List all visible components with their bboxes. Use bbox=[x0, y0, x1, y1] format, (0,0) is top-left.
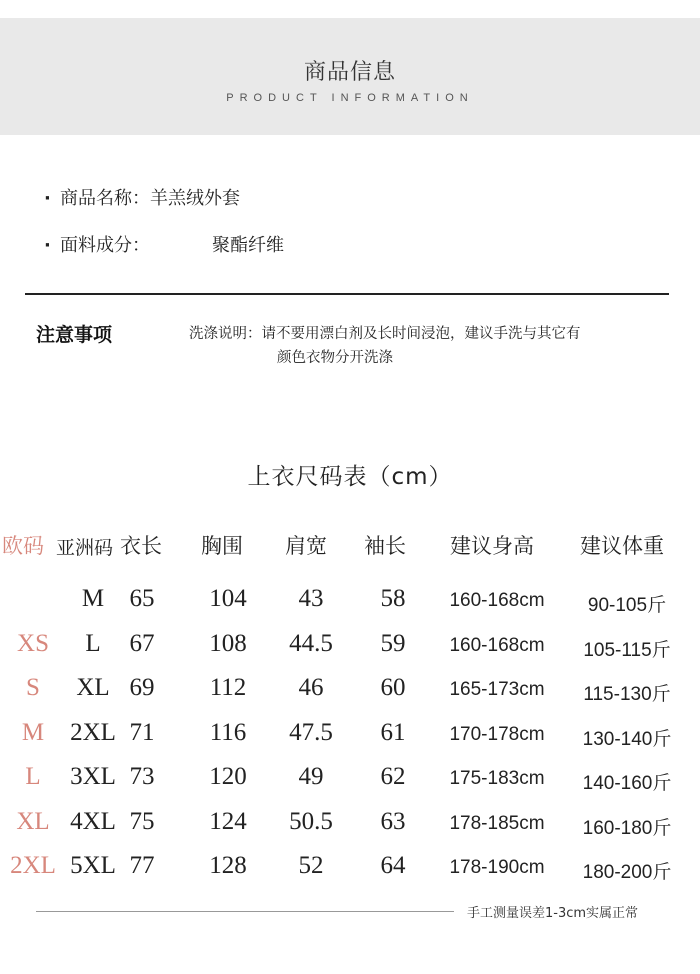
cell-height: 178-190cm bbox=[449, 857, 545, 878]
cell-asia: L bbox=[85, 629, 101, 657]
cell-eu: S bbox=[26, 674, 40, 701]
cell-eu: L bbox=[25, 763, 41, 790]
bullet: · bbox=[44, 188, 51, 209]
header-asia: 亚洲码 bbox=[56, 537, 114, 559]
cell-shoulder: 52 bbox=[298, 852, 324, 879]
cell-weight: 90-105斤 bbox=[587, 595, 667, 616]
cell-height: 170-178cm bbox=[449, 723, 545, 745]
cell-length: 73 bbox=[129, 763, 155, 790]
header-height: 建议身高 bbox=[450, 534, 534, 558]
cell-chest: 124 bbox=[209, 807, 247, 835]
cell-eu: 2XL bbox=[10, 852, 56, 879]
cell-asia: 3XL bbox=[70, 763, 116, 790]
info-value: 羊羔绒外套 bbox=[150, 188, 240, 209]
cell-sleeve: 62 bbox=[380, 763, 406, 790]
page-title: 商品信息 bbox=[303, 60, 396, 85]
cell-sleeve: 59 bbox=[380, 629, 406, 657]
page-subtitle: PRODUCT INFORMATION bbox=[226, 92, 474, 104]
cell-height: 165-173cm bbox=[449, 679, 545, 700]
cell-height: 178-185cm bbox=[449, 812, 545, 834]
cell-sleeve: 64 bbox=[380, 852, 406, 879]
info-row-name bbox=[44, 184, 240, 210]
cell-asia: M bbox=[81, 585, 105, 612]
cell-asia: 2XL bbox=[70, 718, 116, 746]
cell-chest: 128 bbox=[209, 852, 247, 879]
cell-chest: 120 bbox=[209, 763, 247, 790]
cell-asia: 4XL bbox=[70, 807, 116, 835]
section-divider bbox=[25, 293, 669, 295]
cell-eu: M bbox=[21, 718, 45, 746]
cell-height: 175-183cm bbox=[449, 768, 545, 789]
cell-eu: XL bbox=[16, 807, 50, 835]
cell-sleeve: 58 bbox=[380, 585, 406, 612]
cell-sleeve: 63 bbox=[380, 807, 406, 835]
notice-line-2: 颜色衣物分开洗涤 bbox=[277, 350, 393, 366]
info-label: 商品名称： bbox=[60, 188, 150, 209]
info-row-fabric bbox=[44, 231, 284, 257]
cell-weight: 160-180斤 bbox=[582, 817, 672, 839]
cell-length: 77 bbox=[129, 852, 155, 879]
header-shoulder: 肩宽 bbox=[285, 534, 327, 558]
cell-height: 160-168cm bbox=[449, 590, 545, 611]
cell-length: 75 bbox=[129, 807, 155, 835]
info-label: 面料成分： bbox=[60, 235, 150, 256]
cell-weight: 115-130斤 bbox=[583, 684, 671, 705]
notice-text bbox=[189, 322, 669, 370]
cell-length: 67 bbox=[129, 629, 155, 657]
cell-weight: 180-200斤 bbox=[582, 862, 672, 883]
header-sleeve: 袖长 bbox=[364, 534, 406, 558]
cell-length: 65 bbox=[129, 585, 155, 612]
cell-chest: 108 bbox=[209, 629, 247, 657]
cell-shoulder: 47.5 bbox=[289, 718, 333, 746]
cell-shoulder: 44.5 bbox=[289, 629, 333, 657]
cell-shoulder: 46 bbox=[298, 674, 324, 701]
cell-weight: 140-160斤 bbox=[582, 773, 672, 794]
cell-chest: 116 bbox=[209, 718, 247, 746]
cell-weight: 105-115斤 bbox=[583, 639, 671, 661]
cell-asia: XL bbox=[76, 674, 110, 701]
cell-asia: 5XL bbox=[70, 852, 116, 879]
cell-eu: XS bbox=[17, 629, 49, 657]
header-weight: 建议体重 bbox=[580, 534, 664, 558]
header-length: 衣长 bbox=[120, 534, 162, 558]
bullet: · bbox=[44, 235, 51, 256]
cell-chest: 112 bbox=[209, 674, 247, 701]
notice-line-1: 洗涤说明：请不要用漂白剂及长时间浸泡，建议手洗与其它有 bbox=[189, 326, 581, 342]
footnote-line bbox=[36, 911, 454, 912]
cell-shoulder: 43 bbox=[298, 585, 324, 612]
header-chest: 胸围 bbox=[201, 534, 243, 558]
cell-shoulder: 49 bbox=[298, 763, 324, 790]
cell-height: 160-168cm bbox=[449, 634, 545, 656]
cell-shoulder: 50.5 bbox=[289, 807, 333, 835]
cell-sleeve: 61 bbox=[380, 718, 406, 746]
cell-length: 69 bbox=[129, 674, 155, 701]
cell-sleeve: 60 bbox=[380, 674, 406, 701]
notice-label: 注意事项 bbox=[36, 324, 113, 346]
info-value: 聚酯纤维 bbox=[212, 235, 284, 256]
header-eu: 欧码 bbox=[2, 534, 44, 558]
cell-length: 71 bbox=[129, 718, 155, 746]
size-table-title: 上衣尺码表（cm） bbox=[247, 464, 453, 490]
cell-weight: 130-140斤 bbox=[582, 728, 672, 750]
footnote: 手工测量误差1-3cm实属正常 bbox=[467, 906, 639, 921]
cell-chest: 104 bbox=[209, 585, 247, 612]
